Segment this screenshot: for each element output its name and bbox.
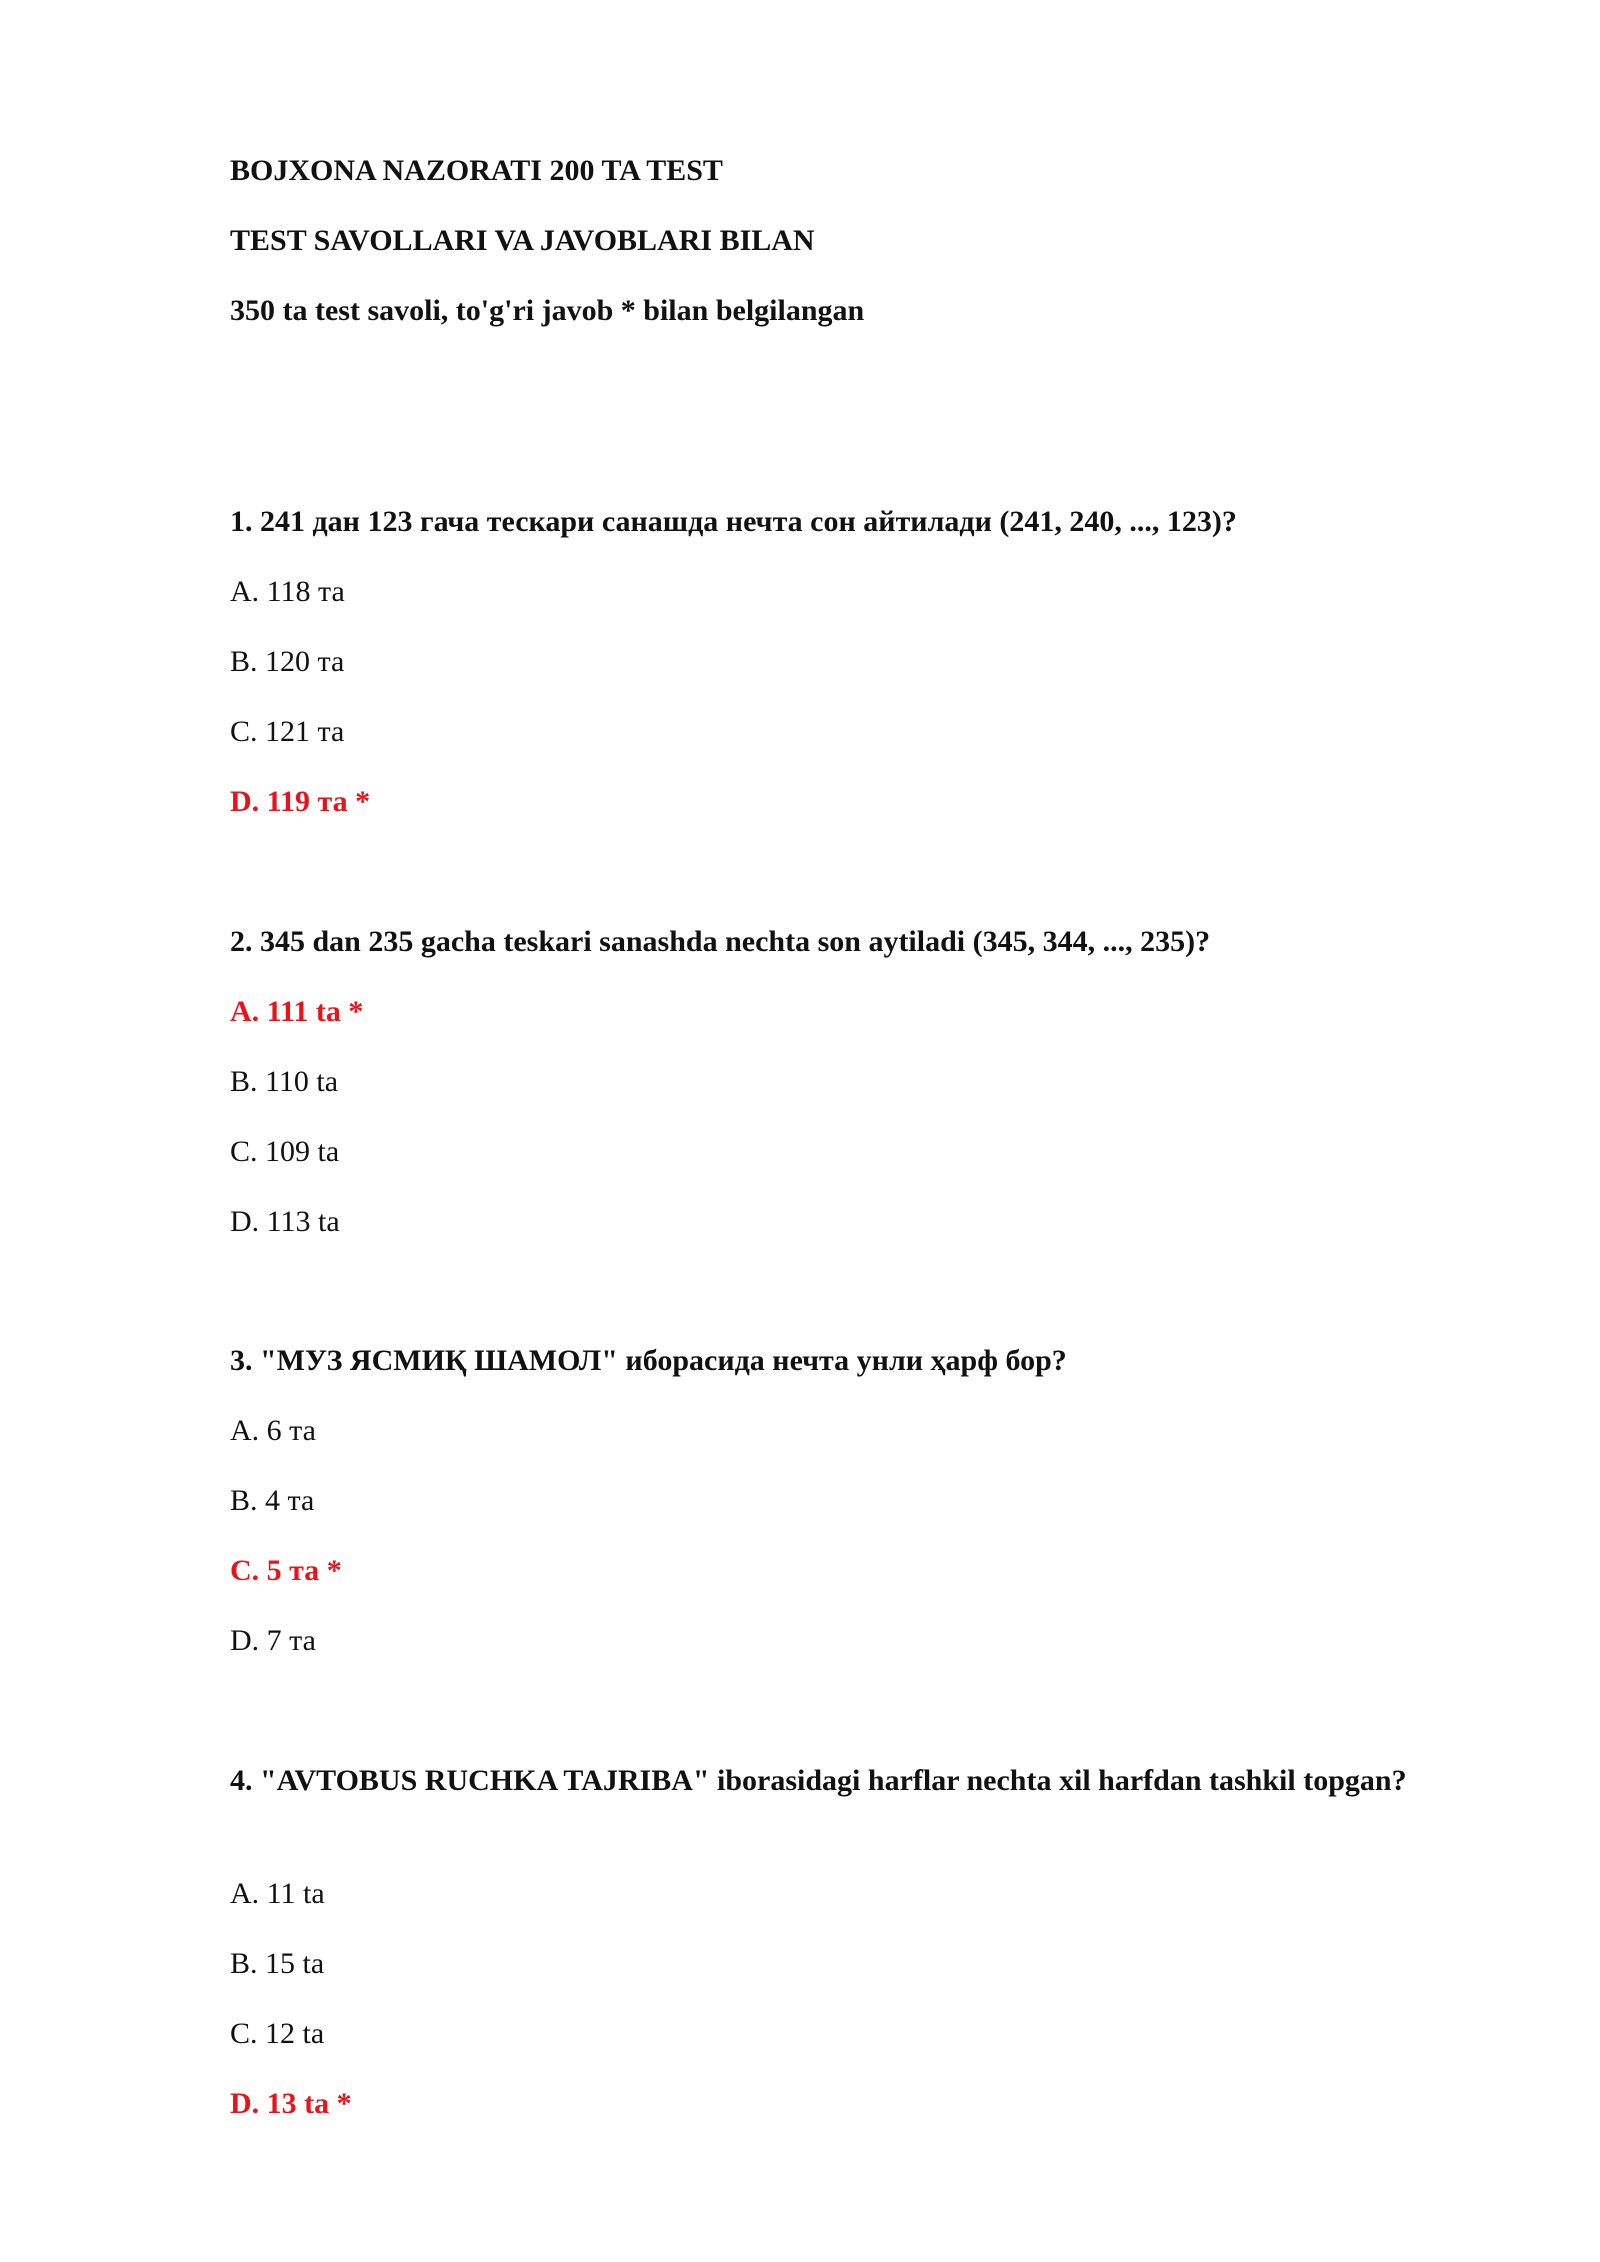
answer-option: A. 11 ta (230, 1877, 325, 1910)
answer-option: C. 109 ta (230, 1135, 340, 1168)
answer-option: D. 113 ta (230, 1205, 340, 1238)
correct-answer-option: A. 111 ta * (230, 995, 364, 1028)
answer-option: B. 4 та (230, 1484, 315, 1517)
correct-answer-option: D. 119 та * (230, 785, 371, 818)
answer-option: B. 110 ta (230, 1065, 339, 1098)
answer-option: C. 121 та (230, 715, 345, 748)
question-text: 3. "МУЗ ЯСМИҚ ШАМОЛ" иборасида нечта унли ҳарф бор? (230, 1344, 1067, 1377)
answer-option: A. 118 та (230, 575, 345, 608)
document-subtitle: TEST SAVOLLARI VA JAVOBLARI BILAN (230, 224, 815, 257)
question-text: 4. "AVTOBUS RUCHKA TAJRIBA" iborasidagi harflar nechta xil harfdan tashkil topgan? (230, 1764, 1407, 1797)
correct-answer-option: D. 13 ta * (230, 2087, 352, 2120)
answer-option: B. 15 ta (230, 1947, 325, 1980)
question-text: 2. 345 dan 235 gacha teskari sanashda nechta son aytiladi (345, 344, ..., 235)? (230, 925, 1211, 958)
document-title: BOJXONA NAZORATI 200 TA TEST (230, 154, 723, 187)
document-note: 350 ta test savoli, to'g'ri javob * bilan belgilangan (230, 294, 865, 327)
answer-option: D. 7 та (230, 1624, 316, 1657)
question-text: 1. 241 дан 123 гача тескари санашда нечта сон айтилади (241, 240, ..., 123)? (230, 505, 1237, 538)
answer-option: B. 120 та (230, 645, 345, 678)
correct-answer-option: C. 5 та * (230, 1554, 342, 1587)
answer-option: C. 12 ta (230, 2017, 325, 2050)
answer-option: A. 6 та (230, 1414, 316, 1447)
